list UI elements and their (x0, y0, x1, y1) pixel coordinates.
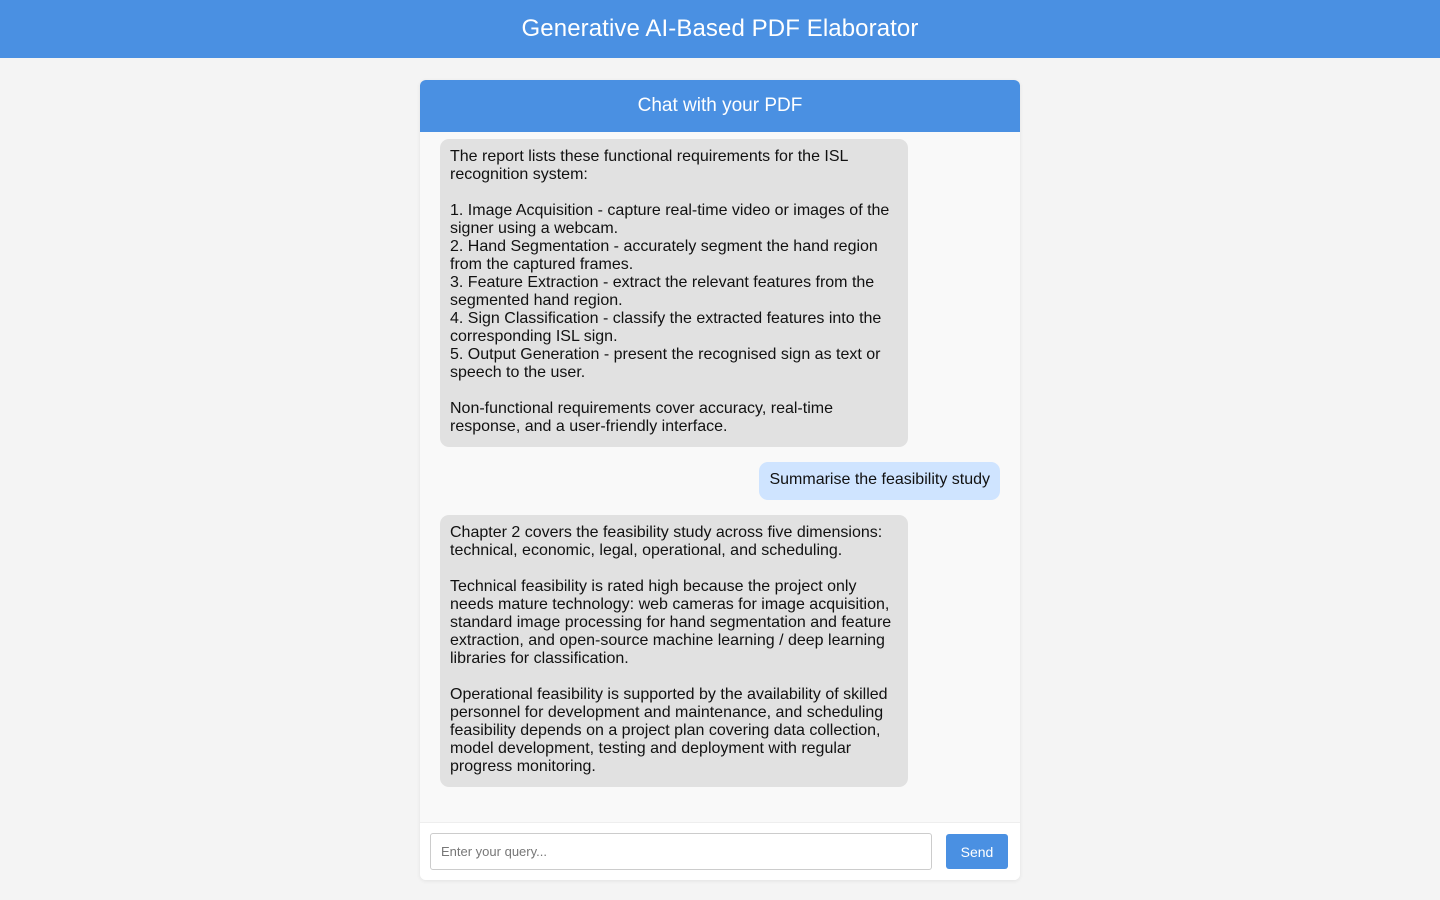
chat-messages[interactable] (420, 132, 1020, 822)
app-title: Generative AI-Based PDF Elaborator (521, 15, 919, 42)
query-input[interactable] (430, 833, 932, 870)
chat-header (420, 80, 1020, 132)
chat-panel (420, 80, 1020, 880)
app-header (0, 0, 1440, 58)
bot-message: Chapter 2 covers the feasibility study across five dimensions: technical, economic, legal, operational, and scheduling. Technical feasibility is rated high because the project only needs mature technology: web cameras for image acquisition, standard image processing for hand segmentation and feature extraction, and open-source machine learning / deep learning libraries for classification. Operational feasibility is supported by the availability of skilled personnel for development and maintenance, and scheduling feasibility depends on a project plan covering data collection, model development, testing and deployment with regular progress monitoring. (440, 515, 908, 787)
chat-input-bar (420, 822, 1020, 880)
chat-title: Chat with your PDF (637, 95, 803, 116)
user-message: Summarise the feasibility study (759, 462, 1000, 500)
send-button[interactable]: Send (946, 834, 1008, 869)
bot-message: The report lists these functional requirements for the ISL recognition system: 1. Image Acquisition - capture real-time video or images of the signer using a webcam. 2. Hand Segmentation - accurately segment the hand region from the captured frames. 3. Feature Extraction - extract the relevant features from the segmented hand region. 4. Sign Classification - classify the extracted features into the corresponding ISL sign. 5. Output Generation - present the recognised sign as text or speech to the user. Non-functional requirements cover accuracy, real-time response, and a user-friendly interface. (440, 139, 908, 447)
